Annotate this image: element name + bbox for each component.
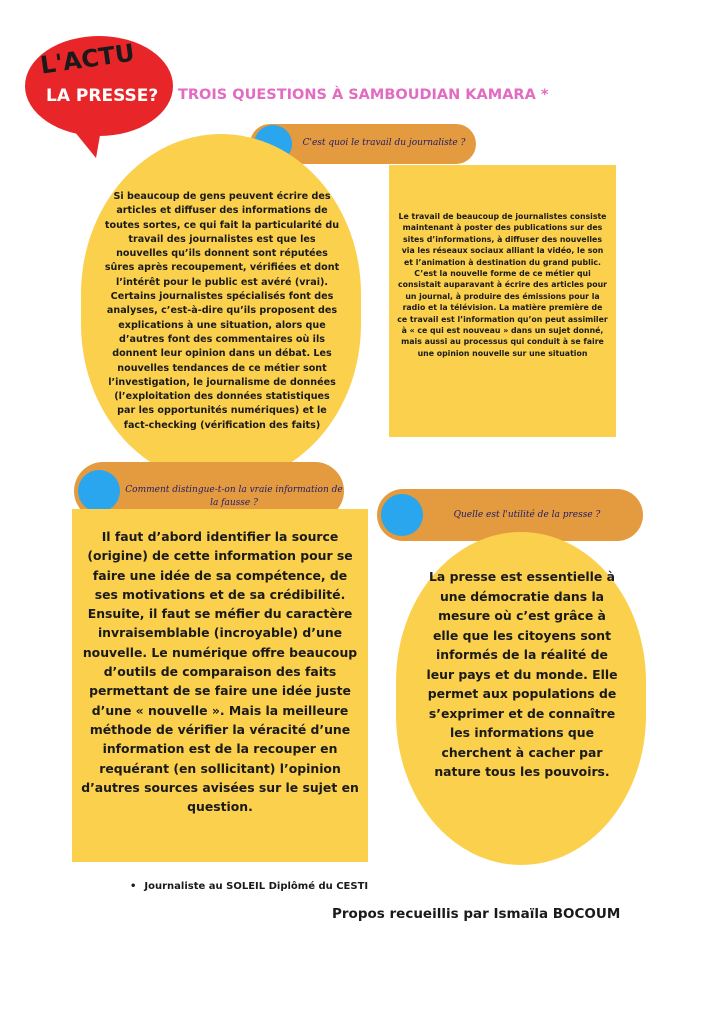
logo-line-2: LA PRESSE? [46, 86, 159, 106]
footnote: • Journaliste au SOLEIL Diplômé du CESTI [130, 881, 368, 892]
question-3-text: Quelle est l'utilité de la presse ? [453, 510, 601, 520]
answer-1-continued-text: Le travail de beaucoup de journalistes consiste maintenant à poster des publications sur des sites d’informations, à diffuser des nouvelles via les réseaux sociaux alliant la vidéo, le son et l’animation à destination du grand public. C’est la nouvelle forme de ce métier qui consistait auparavant à écrire des articles pour un journal, à produire des émissions pour la radio et la télévision. La matière première de ce travail est l’information qu’on peut assimiler à « ce qui est nouveau » dans un sujet donné, mais aussi au processus qui conduit à se faire une opinion nouvelle sur une situation [397, 212, 608, 358]
logo-line-1: L'ACTU [38, 38, 137, 80]
question-1-text: C'est quoi le travail du journaliste ? [302, 138, 466, 148]
question-2-text: Comment distingue-t-on la vraie information de la fausse ? [125, 485, 343, 508]
blue-circle-icon [78, 470, 120, 512]
blue-circle-icon [381, 494, 423, 536]
page-title: TROIS QUESTIONS À SAMBOUDIAN KAMARA * [178, 87, 549, 103]
answer-1-text: Si beaucoup de gens peuvent écrire des articles et diffuser des informations de toutes sortes, ce qui fait la particularité du travail des journalistes est que les nouvelles qu’ils donnent sont réputées sûres après recoupement, vérifiées et dont l’intérêt pour le public est avéré (vrai). Certains journalistes spécialisés font des analyses, c’est-à-dire qu’ils proposent des explications à une situation, alors que d’autres font des commentaires où ils donnent leur opinion dans un débat. Les nouvelles tendances de ce métier sont l’investigation, le journalisme de données (l’exploitation des données statistiques par les opportunités numériques) et le fact-checking (vérification des faits) [104, 191, 340, 431]
answer-3-text: La presse est essentielle à une démocratie dans la mesure où c’est grâce à elle que les citoyens sont informés de la réalité de leur pays et du monde. Elle permet aux populations de s’exprimer et de connaître les informations que cherchent à cacher par nature tous les pouvoirs. [426, 569, 618, 779]
answer-2-text: Il faut d’abord identifier la source (origine) de cette information pour se faire une idée de sa compétence, de ses motivations et de sa crédibilité. Ensuite, il faut se méfier du caractère invraisemblable (incroyable) d’une nouvelle. Le numérique offre beaucoup d’outils de comparaison des faits permettant de se faire une idée juste d’une « nouvelle ». Mais la meilleure méthode de vérifier la véracité d’une information est de la recouper en requérant (en sollicitant) l’opinion d’autres sources avisées sur le sujet en question. [81, 529, 359, 815]
credit-line: Propos recueillis par Ismaïla BOCOUM [332, 906, 621, 922]
